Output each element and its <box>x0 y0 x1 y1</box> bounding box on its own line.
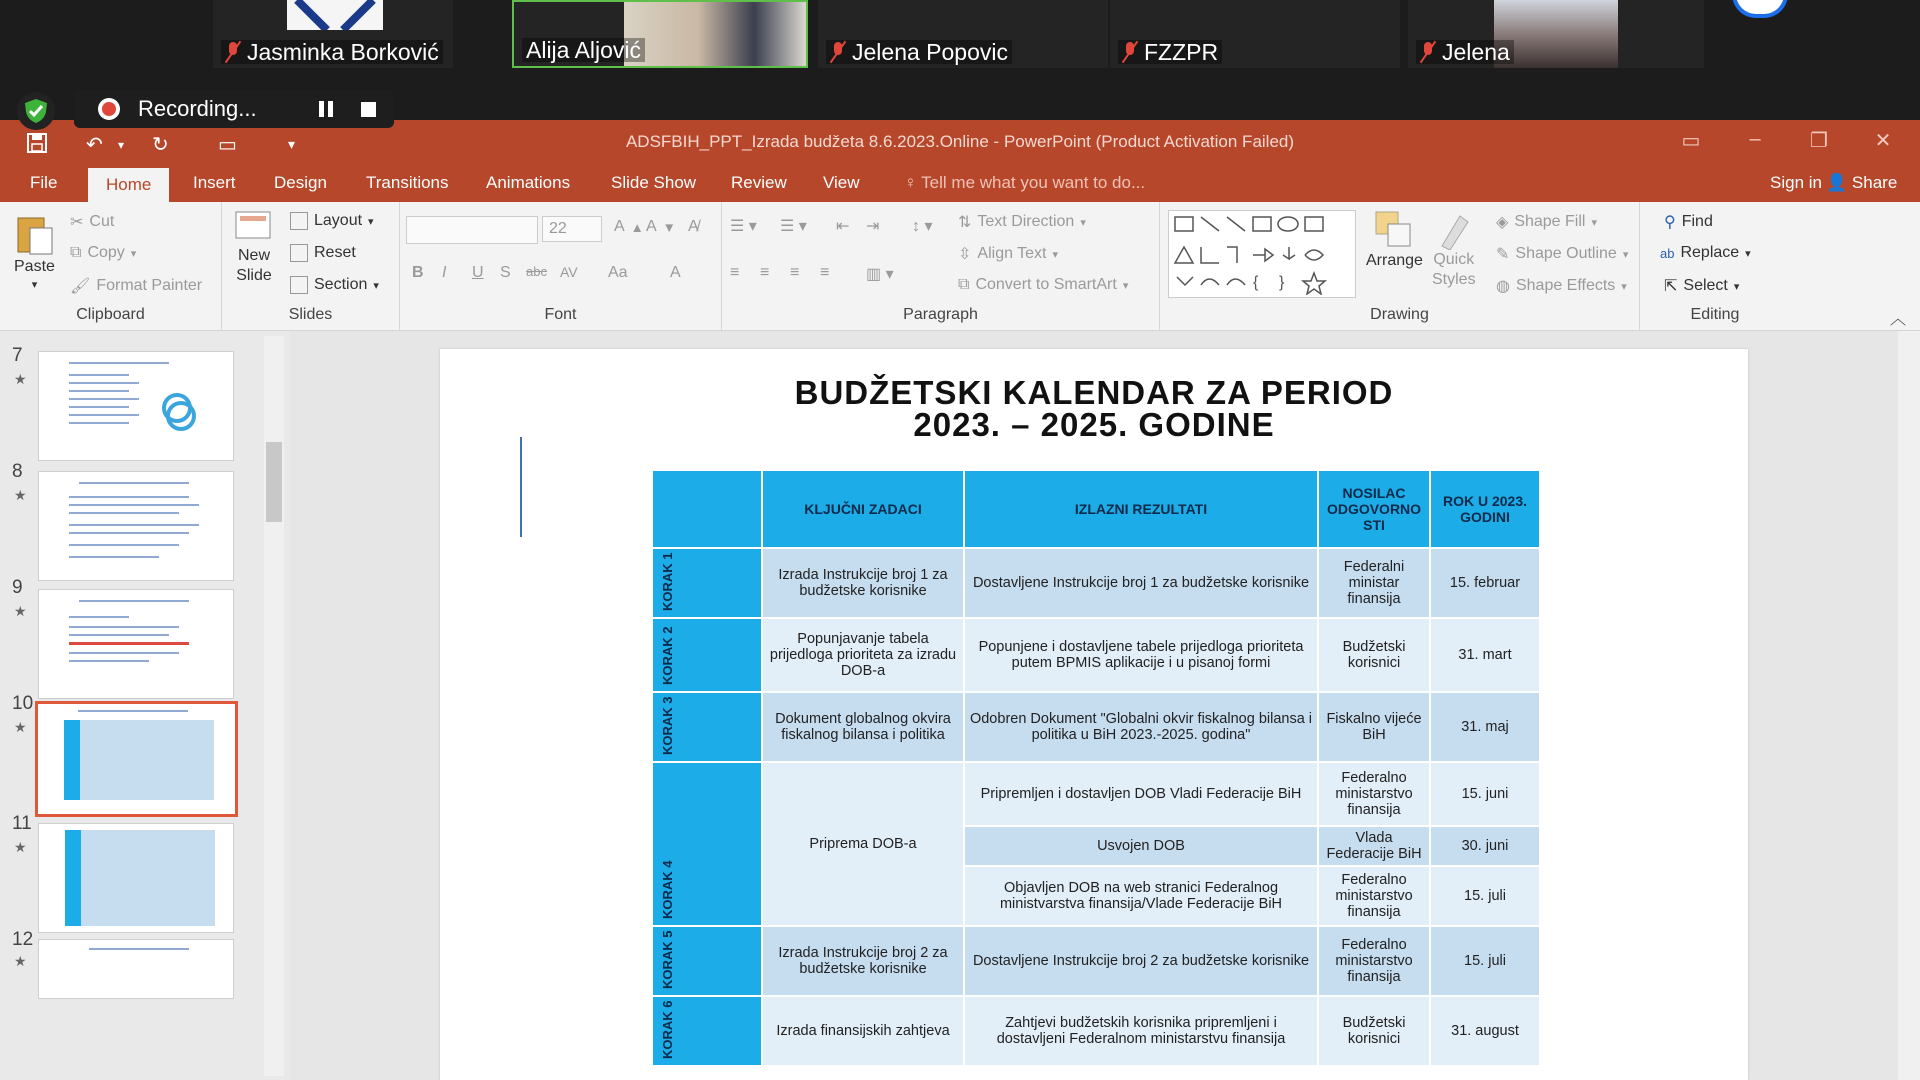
text-direction-button[interactable]: ⇅ Text Direction ▾ <box>958 213 1086 231</box>
drawing-group <box>1160 202 1640 330</box>
self-view-indicator[interactable] <box>1732 0 1788 18</box>
align-text-icon: ⇳ <box>958 246 972 263</box>
slides-group-label: Slides <box>288 306 333 323</box>
shape-fill-button[interactable]: ◈ Shape Fill ▾ <box>1496 213 1597 231</box>
header-cell: NOSILAC ODGOVORNO STI <box>1318 470 1430 548</box>
participant-tile[interactable] <box>213 0 453 68</box>
result-cell: Objavljen DOB na web stranici Federalnog ministvarstva finansija/Vlade Federacije BiH <box>964 866 1318 926</box>
result-cell: Odobren Dokument "Globalni okvir fiskalnog bilansa i politika u BiH 2023.-2025. godina" <box>964 692 1318 762</box>
cursor-icon: ⇱ <box>1664 278 1678 295</box>
text-direction-label: Text Direction <box>977 213 1075 230</box>
task-cell: Izrada Instrukcije broj 1 za budžetske korisnike <box>762 548 964 618</box>
new-slide-button[interactable] <box>234 208 274 286</box>
font-group-label: Font <box>544 306 577 323</box>
effects-icon: ◍ <box>1496 278 1510 295</box>
deadline-cell: 31. maj <box>1430 692 1540 762</box>
minimize-icon[interactable]: – <box>1749 128 1761 150</box>
reset-icon <box>290 244 308 262</box>
mic-muted-icon <box>830 41 846 63</box>
participant-name: Jelena Popovic <box>852 38 1008 65</box>
thumbnails-scrollbar[interactable] <box>264 336 284 1076</box>
paste-label: Paste <box>14 258 55 275</box>
slide-thumbnail-12[interactable] <box>38 939 234 999</box>
result-cell: Dostavljene Instrukcije broj 1 za budžetske korisnike <box>964 548 1318 618</box>
pen-icon: ✎ <box>1496 246 1510 263</box>
align-left-icon[interactable]: ≡ <box>730 264 740 281</box>
task-cell: Priprema DOB-a <box>762 762 964 926</box>
increase-font-size-icon[interactable]: A ▲ <box>614 218 644 235</box>
save-icon[interactable] <box>26 132 48 160</box>
slide-thumbnail-7[interactable] <box>38 351 234 461</box>
section-icon <box>290 276 308 294</box>
smartart-icon: ⧉ <box>958 276 970 293</box>
shape-outline-label: Shape Outline <box>1515 245 1617 262</box>
table-row <box>652 996 1540 1066</box>
italic-button[interactable]: I <box>442 264 447 281</box>
record-icon <box>98 98 120 120</box>
table-row <box>652 926 1540 996</box>
participant-name: FZZPR <box>1144 38 1219 65</box>
slide-title[interactable] <box>440 374 1748 443</box>
arrange-icon <box>1374 210 1414 250</box>
tab-file[interactable]: File <box>30 173 58 192</box>
task-cell: Izrada finansijskih zahtjeva <box>762 996 964 1066</box>
shape-effects-button[interactable]: ◍ Shape Effects ▾ <box>1496 277 1627 295</box>
restore-icon[interactable]: ❐ <box>1810 130 1828 152</box>
thumb-number: 7 <box>12 345 23 366</box>
owner-cell: Federalno ministarstvo finansija <box>1318 762 1430 826</box>
svg-text:}: } <box>1279 274 1285 291</box>
result-cell: Zahtjevi budžetskih korisnika pripremljeni i dostavljeni Federalnom ministarstvu finansija <box>964 996 1318 1066</box>
participant-logo <box>287 0 383 30</box>
quick-styles-label-2: Styles <box>1432 271 1476 288</box>
slide-thumbnail-10-selected[interactable] <box>35 701 238 817</box>
task-cell: Izrada Instrukcije broj 2 za budžetske korisnike <box>762 926 964 996</box>
increase-indent-icon[interactable]: ⇥ <box>866 218 880 235</box>
table-row <box>652 692 1540 762</box>
ribbon-tabs <box>0 164 1920 202</box>
change-case-button[interactable]: Aa <box>608 264 628 281</box>
find-button[interactable] <box>1664 212 1713 232</box>
participant-tile-active[interactable] <box>512 0 808 68</box>
deadline-cell: 15. juli <box>1430 866 1540 926</box>
replace-label: Replace <box>1680 244 1740 261</box>
thumb-number: 8 <box>12 461 23 482</box>
text-shadow-button[interactable]: S <box>500 264 511 281</box>
font-name-input[interactable] <box>406 216 538 244</box>
cut-label: Cut <box>89 213 115 230</box>
quick-styles-button[interactable] <box>1432 210 1476 290</box>
search-icon: ⚲ <box>1664 214 1676 231</box>
redo-icon[interactable]: ↻ <box>152 134 169 156</box>
header-cell: IZLAZNI REZULTATI <box>964 470 1318 548</box>
sign-in-link[interactable]: Sign in <box>1770 173 1822 192</box>
customize-qat-icon[interactable]: ▾ <box>288 136 296 152</box>
tab-animations[interactable]: Animations <box>486 173 571 192</box>
close-icon[interactable]: ✕ <box>1874 130 1892 152</box>
collapse-ribbon-icon[interactable]: ︿ <box>1890 311 1907 328</box>
slide-thumbnail-11[interactable] <box>38 823 234 933</box>
animation-star-icon: ★ <box>14 953 27 969</box>
shapes-gallery-icons <box>1169 211 1349 295</box>
owner-cell: Federalno ministarstvo finansija <box>1318 866 1430 926</box>
strikethrough-button[interactable]: abc <box>526 264 547 279</box>
animation-star-icon: ★ <box>14 371 27 387</box>
paragraph-group <box>722 202 1160 330</box>
replace-icon: ab <box>1660 245 1675 261</box>
select-label: Select <box>1683 277 1728 294</box>
result-cell: Popunjene i dostavljene tabele prijedloga prioriteta putem BPMIS aplikacije i u pisanoj formi <box>964 618 1318 692</box>
owner-cell: Federalni ministar finansija <box>1318 548 1430 618</box>
tab-design[interactable]: Design <box>274 173 327 192</box>
animation-star-icon: ★ <box>14 719 27 735</box>
current-slide[interactable] <box>440 349 1748 1080</box>
copy-button[interactable]: ⧉ Copy ▾ <box>70 244 137 261</box>
participant-name: Jelena <box>1442 38 1510 65</box>
task-cell: Popunjavanje tabela prijedloga prioriteta za izradu DOB-a <box>762 618 964 692</box>
cycle-diagram-icon <box>157 390 201 434</box>
shape-effects-label: Shape Effects <box>1515 277 1616 294</box>
table-row <box>652 548 1540 618</box>
header-cell: ROK U 2023. GODINI <box>1430 470 1540 548</box>
editing-group <box>1640 202 1790 330</box>
decrease-indent-icon[interactable]: ⇤ <box>836 218 850 235</box>
slide-title-line-1: BUDŽETSKI KALENDAR ZA PERIOD <box>794 374 1394 411</box>
layout-icon <box>290 212 308 230</box>
task-cell: Dokument globalnog okvira fiskalnog bilansa i politika <box>762 692 964 762</box>
decrease-font-size-icon[interactable]: A ▼ <box>646 218 676 235</box>
font-color-button[interactable]: A <box>670 264 681 281</box>
slide-thumbnail-8[interactable] <box>38 471 234 581</box>
find-label: Find <box>1681 213 1713 230</box>
participant-tile[interactable] <box>1408 0 1704 68</box>
tab-home[interactable]: Home <box>88 168 169 202</box>
convert-smartart-label: Convert to SmartArt <box>975 276 1117 293</box>
table-header-row <box>652 470 1540 548</box>
clipboard-group <box>0 202 222 330</box>
reset-button[interactable] <box>290 244 356 262</box>
mic-muted-icon <box>225 41 241 63</box>
recording-bar <box>74 90 394 128</box>
korak-cell: KORAK 1 <box>652 548 762 618</box>
section-label: Section <box>314 276 368 293</box>
bullets-icon[interactable]: ☰ ▾ <box>730 218 757 235</box>
animation-star-icon: ★ <box>14 487 27 503</box>
paste-button[interactable] <box>14 212 55 291</box>
start-from-beginning-icon[interactable]: ▭ <box>218 134 237 156</box>
tab-transitions[interactable]: Transitions <box>366 173 449 192</box>
brush-icon: 🖌 <box>70 278 91 295</box>
quick-styles-label-1: Quick <box>1433 251 1475 268</box>
select-button[interactable]: ⇱ Select ▾ <box>1664 277 1740 295</box>
deadline-cell: 31. august <box>1430 996 1540 1066</box>
korak-cell: KORAK 2 <box>652 618 762 692</box>
result-cell: Pripremljen i dostavljen DOB Vladi Federacije BiH <box>964 762 1318 826</box>
window-title: ADSFBIH_PPT_Izrada budžeta 8.6.2023.Online - PowerPoint (Product Activation Failed) <box>625 132 1295 151</box>
deadline-cell: 30. juni <box>1430 826 1540 866</box>
tab-insert[interactable]: Insert <box>193 173 236 192</box>
arrange-label: Arrange <box>1366 252 1423 269</box>
animation-star-icon: ★ <box>14 839 27 855</box>
pause-recording-button[interactable] <box>319 101 335 117</box>
deadline-cell: 31. mart <box>1430 618 1540 692</box>
columns-icon[interactable]: ▥ ▾ <box>866 266 894 283</box>
shapes-gallery[interactable] <box>1168 210 1356 298</box>
animation-star-icon: ★ <box>14 603 27 619</box>
tab-view[interactable]: View <box>823 173 860 192</box>
ribbon-display-options-icon[interactable]: ▭ <box>1681 130 1701 152</box>
owner-cell: Budžetski korisnici <box>1318 996 1430 1066</box>
new-slide-icon <box>234 208 274 246</box>
paragraph-group-label: Paragraph <box>903 306 978 323</box>
reset-label: Reset <box>314 244 356 261</box>
slide-thumbnails-pane <box>0 331 290 1080</box>
paste-icon <box>14 212 54 256</box>
thumb-number: 9 <box>12 577 23 598</box>
ribbon-home <box>0 202 1920 331</box>
section-button[interactable]: Section ▾ <box>290 276 379 294</box>
lightbulb-icon: ♀ <box>904 173 917 192</box>
text-direction-icon: ⇅ <box>958 214 972 231</box>
editor-scrollbar[interactable] <box>1898 331 1920 1080</box>
align-center-icon[interactable]: ≡ <box>760 264 770 281</box>
cut-button[interactable] <box>70 212 114 232</box>
tab-review[interactable]: Review <box>731 173 787 192</box>
line-spacing-icon[interactable]: ↕ ▾ <box>912 218 933 235</box>
korak-cell: KORAK 6 <box>652 996 762 1066</box>
clear-formatting-icon[interactable]: A̸ <box>688 218 699 235</box>
new-slide-label-1: New <box>237 247 270 264</box>
font-group <box>400 202 722 330</box>
font-size-value: 22 <box>549 220 567 237</box>
deadline-cell: 15. februar <box>1430 548 1540 618</box>
format-painter-button[interactable] <box>70 276 202 296</box>
header-cell <box>652 470 762 548</box>
copy-label: Copy <box>87 244 125 261</box>
tell-me-text: Tell me what you want to do... <box>921 173 1146 192</box>
shape-outline-button[interactable]: ✎ Shape Outline ▾ <box>1496 245 1629 263</box>
clipboard-group-label: Clipboard <box>76 306 145 323</box>
share-button[interactable] <box>1818 164 1905 202</box>
share-label: Share <box>1851 173 1898 192</box>
participant-tile[interactable] <box>818 0 1108 68</box>
participant-tile[interactable] <box>1110 0 1400 68</box>
paint-bucket-icon: ◈ <box>1496 214 1509 231</box>
slides-group <box>222 202 400 330</box>
mic-muted-icon <box>1420 41 1436 63</box>
character-spacing-button[interactable]: AV <box>560 264 578 280</box>
owner-cell: Federalno ministarstvo finansija <box>1318 926 1430 996</box>
format-painter-label: Format Painter <box>96 277 203 294</box>
participant-video <box>624 2 808 68</box>
thumb-number: 12 <box>12 929 34 950</box>
tell-me-box[interactable] <box>896 164 1153 202</box>
korak-cell: KORAK 5 <box>652 926 762 996</box>
participant-name: Alija Aljović <box>526 36 642 63</box>
paste-dropdown-icon: ▾ <box>31 279 38 291</box>
numbering-icon[interactable]: ☰ ▾ <box>780 218 807 235</box>
slide-title-line-2: 2023. – 2025. GODINE <box>913 406 1275 443</box>
underline-button[interactable]: U <box>472 264 484 281</box>
layout-label: Layout <box>314 212 363 229</box>
budget-calendar-table[interactable] <box>651 469 1541 1067</box>
owner-cell: Vlada Federacije BiH <box>1318 826 1430 866</box>
result-cell: Usvojen DOB <box>964 826 1318 866</box>
drawing-group-label: Drawing <box>1370 306 1429 323</box>
thumb-number: 10 <box>12 693 34 714</box>
convert-smartart-button[interactable]: ⧉ Convert to SmartArt ▾ <box>958 276 1129 293</box>
quick-styles-icon <box>1434 210 1474 250</box>
recording-label: Recording... <box>138 96 257 121</box>
replace-button[interactable]: ab Replace ▾ <box>1660 244 1751 261</box>
slide-thumbnail-9[interactable] <box>38 589 234 699</box>
header-cell: KLJUČNI ZADACI <box>762 470 964 548</box>
mic-muted-icon <box>1122 41 1138 63</box>
font-size-input[interactable] <box>542 216 602 242</box>
align-text-label: Align Text <box>977 245 1047 262</box>
owner-cell: Budžetski korisnici <box>1318 618 1430 692</box>
copy-icon: ⧉ <box>70 244 82 261</box>
result-cell: Dostavljene Instrukcije broj 2 za budžetske korisnike <box>964 926 1318 996</box>
undo-dropdown-icon[interactable]: ▾ <box>118 138 125 152</box>
editing-group-label: Editing <box>1690 306 1740 323</box>
participant-name: Jasminka Borković <box>247 38 439 65</box>
owner-cell: Fiskalno vijeće BiH <box>1318 692 1430 762</box>
new-slide-label-2: Slide <box>236 267 272 284</box>
scissors-icon: ✂ <box>70 214 84 231</box>
arrange-button[interactable] <box>1366 210 1423 270</box>
bold-button[interactable]: B <box>412 264 424 281</box>
stop-recording-button[interactable] <box>361 102 376 117</box>
thumb-number: 11 <box>12 813 32 834</box>
shield-check-icon[interactable] <box>17 92 55 130</box>
tab-slide-show[interactable]: Slide Show <box>611 173 697 192</box>
korak-cell: KORAK 3 <box>652 692 762 762</box>
table-row <box>652 618 1540 692</box>
layout-button[interactable]: Layout ▾ <box>290 212 374 230</box>
person-icon: 👤 <box>1826 173 1848 192</box>
deadline-cell: 15. juni <box>1430 762 1540 826</box>
align-right-icon[interactable]: ≡ <box>790 264 800 281</box>
undo-icon[interactable]: ↶ <box>86 134 103 156</box>
align-text-button[interactable]: ⇳ Align Text ▾ <box>958 245 1059 263</box>
deadline-cell: 15. juli <box>1430 926 1540 996</box>
svg-text:{: { <box>1253 274 1259 291</box>
text-cursor <box>520 437 522 537</box>
shape-fill-label: Shape Fill <box>1514 213 1586 230</box>
table-row <box>652 762 1540 826</box>
korak-cell: KORAK 4 <box>652 762 762 926</box>
justify-icon[interactable]: ≡ <box>820 264 830 281</box>
